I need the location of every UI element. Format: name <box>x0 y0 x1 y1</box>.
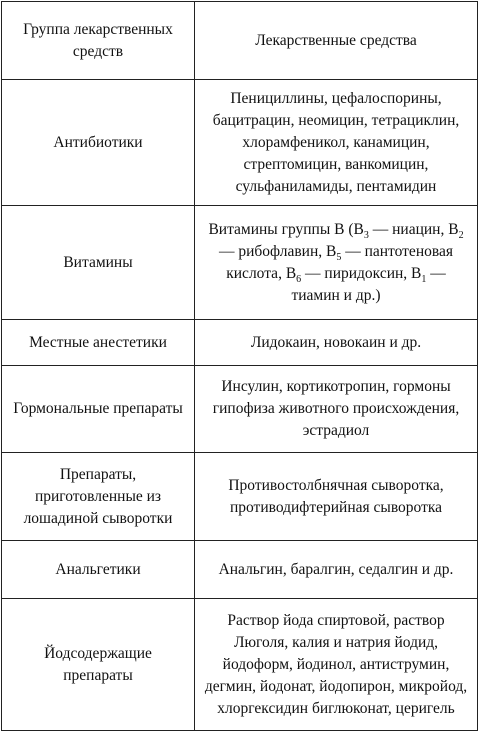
group-cell: Гормональные препараты <box>2 366 195 453</box>
vit-subscript: 2 <box>458 229 464 241</box>
drug-groups-table <box>1 1 478 731</box>
group-cell: Антибиотики <box>2 80 195 206</box>
drugs-cell: Пенициллины, цефалоспорины, бацитрацин, неомицин, тетрациклин, хлорамфеникол, канамицин, стрептомицин, ванкомицин, сульфаниламиды, пентамидин <box>195 80 478 206</box>
table-row <box>2 366 478 453</box>
header-group: Группа лекарственных средств <box>2 2 195 80</box>
drugs-cell: Инсулин, кортикотропин, гормоны гипофиза животного происхождения, эстрадиол <box>195 366 478 453</box>
table-row <box>2 80 478 206</box>
vit-subscript: 6 <box>296 273 302 285</box>
header-drugs: Лекарственные средства <box>195 2 478 80</box>
vit-text: — пиридоксин, В <box>301 264 422 282</box>
drugs-cell: Раствор йода спиртовой, раствор Люголя, калия и натрия йодид, йодоформ, йодинол, антиструмин, дегмин, йодонат, йодопирон, микройод, хлоргексидин биглюконат, церигель <box>195 599 478 731</box>
vit-subscript: 1 <box>421 273 427 285</box>
drugs-cell: Анальгин, баралгин, седалгин и др. <box>195 541 478 599</box>
group-cell: Йодсодержащие препараты <box>2 599 195 731</box>
vit-subscript: 5 <box>336 251 342 263</box>
vit-text: — рибофлавин, В <box>219 242 337 260</box>
group-cell: Препараты, приготовленные из лошадиной сыворотки <box>2 453 195 541</box>
group-cell: Местные анестетики <box>2 320 195 366</box>
vit-text: Витамины группы В (В <box>208 220 364 238</box>
table-row <box>2 206 478 320</box>
vit-text: — тиамин и др.) <box>291 264 446 304</box>
table-row <box>2 320 478 366</box>
table-row <box>2 453 478 541</box>
header-row <box>2 2 478 80</box>
drugs-cell <box>195 206 478 320</box>
drugs-cell: Противостолбнячная сыворотка, противодифтерийная сыворотка <box>195 453 478 541</box>
table-row <box>2 599 478 731</box>
group-cell: Витамины <box>2 206 195 320</box>
vit-text: — пантотеновая кислота, В <box>226 242 453 282</box>
drugs-cell: Лидокаин, новокаин и др. <box>195 320 478 366</box>
table-row <box>2 541 478 599</box>
vit-text: — ниацин, В <box>368 220 459 238</box>
group-cell: Анальгетики <box>2 541 195 599</box>
vit-subscript: 3 <box>363 229 369 241</box>
